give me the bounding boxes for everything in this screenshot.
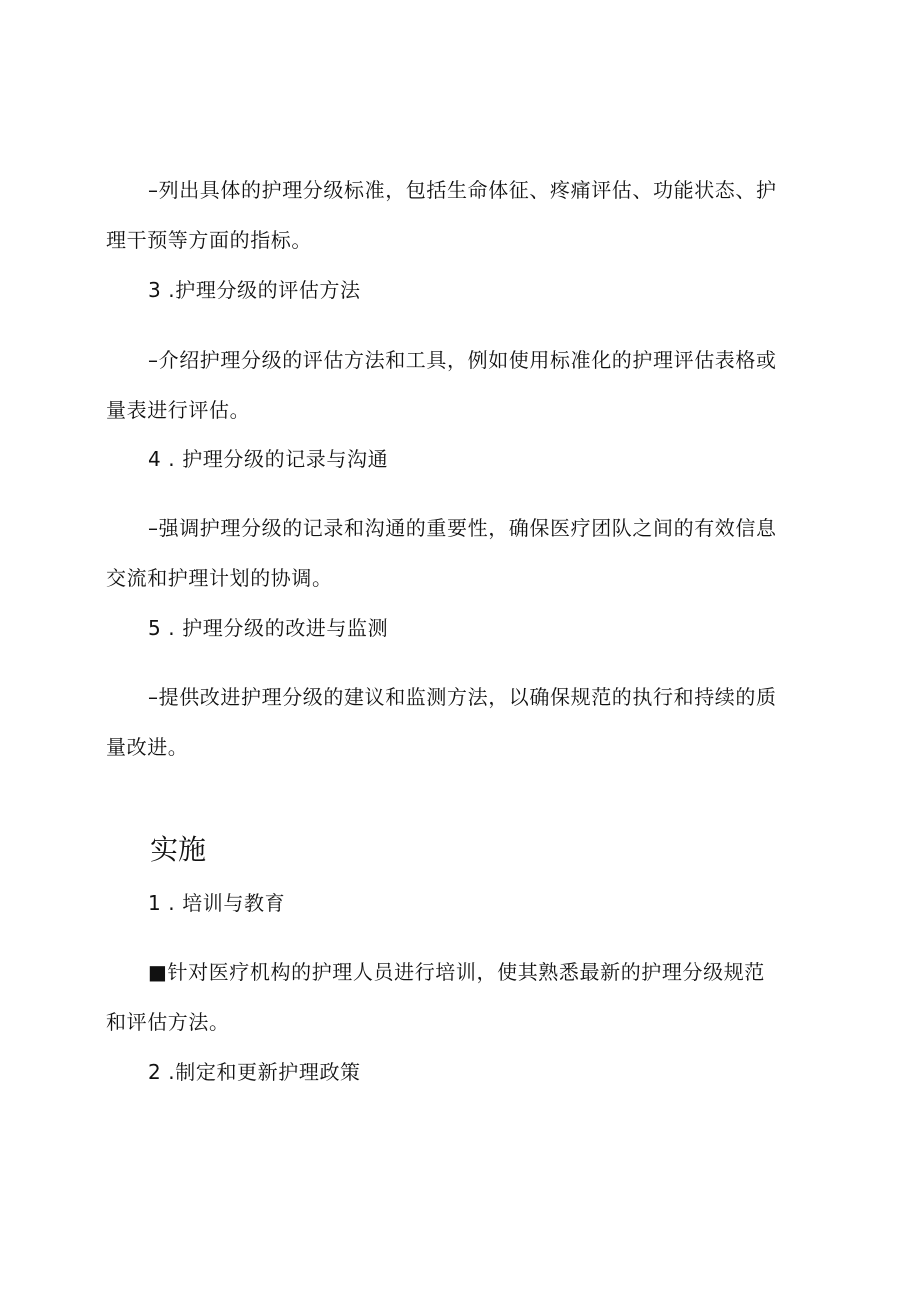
numbered-item: 5 . 护理分级的改进与监测	[148, 616, 389, 640]
paragraph-line: ■针对医疗机构的护理人员进行培训，使其熟悉最新的护理分级规范	[148, 960, 765, 984]
paragraph-line: 交流和护理计划的协调。	[106, 566, 333, 590]
paragraph-line: –列出具体的护理分级标准，包括生命体征、疼痛评估、功能状态、护	[148, 178, 777, 202]
paragraph-line: –提供改进护理分级的建议和监测方法，以确保规范的执行和持续的质	[148, 685, 777, 709]
paragraph-line: 和评估方法。	[106, 1010, 230, 1034]
paragraph-line: 量表进行评估。	[106, 398, 251, 422]
numbered-item: 2 .制定和更新护理政策	[148, 1060, 361, 1084]
paragraph-line: –强调护理分级的记录和沟通的重要性，确保医疗团队之间的有效信息	[148, 516, 777, 540]
numbered-item: 3 .护理分级的评估方法	[148, 278, 361, 302]
paragraph-line: –介绍护理分级的评估方法和工具，例如使用标准化的护理评估表格或	[148, 348, 777, 372]
numbered-item: 1 . 培训与教育	[148, 891, 286, 915]
paragraph-line: 理干预等方面的指标。	[106, 228, 312, 252]
paragraph-line: 量改进。	[106, 735, 189, 759]
section-heading: 实施	[150, 833, 207, 866]
numbered-item: 4 . 护理分级的记录与沟通	[148, 447, 389, 471]
